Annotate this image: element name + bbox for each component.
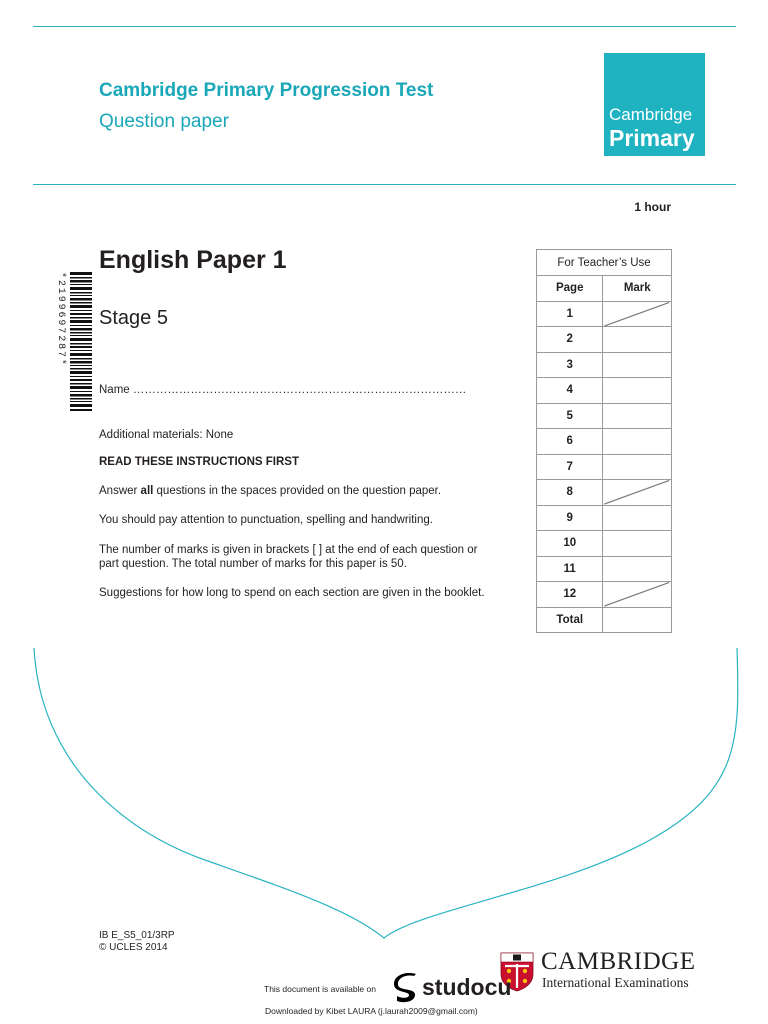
mark-cell[interactable] — [603, 327, 672, 353]
page-number: 8 — [537, 480, 603, 506]
header-bottom-rule — [33, 184, 736, 185]
studocu-logo-icon — [392, 972, 422, 1006]
table-row — [537, 531, 672, 557]
page-number: 3 — [537, 352, 603, 378]
mark-cell[interactable] — [603, 403, 672, 429]
mark-cell-crossed — [603, 582, 672, 608]
instruction-text: Answer — [99, 485, 141, 497]
header-title: Cambridge Primary Progression Test — [99, 80, 434, 101]
page-number: 7 — [537, 454, 603, 480]
mark-cell[interactable] — [603, 454, 672, 480]
page-number: 9 — [537, 505, 603, 531]
page-number: 12 — [537, 582, 603, 608]
page-number: 4 — [537, 378, 603, 404]
total-label: Total — [537, 607, 603, 633]
table-row — [537, 301, 672, 327]
downloaded-by: Downloaded by Kibet LAURA (j.laurah2009@gmail.com) — [265, 1006, 478, 1016]
instruction-suggestions: Suggestions for how long to spend on each section are given in the booklet. — [99, 587, 485, 599]
strike-line — [605, 302, 670, 326]
additional-materials: Additional materials: None — [99, 429, 234, 441]
mark-cell[interactable] — [603, 531, 672, 557]
mark-cell-crossed — [603, 480, 672, 506]
page-number: 5 — [537, 403, 603, 429]
instruction-punctuation: You should pay attention to punctuation, spelling and handwriting. — [99, 514, 433, 526]
column-header-page: Page — [537, 276, 603, 302]
strike-line — [605, 480, 670, 504]
diagonal-strike-icon — [603, 582, 671, 607]
mark-cell[interactable] — [603, 505, 672, 531]
instruction-marks-line2: part question. The total number of marks for this paper is 50. — [99, 558, 407, 570]
mark-cell[interactable] — [603, 352, 672, 378]
mark-cell[interactable] — [603, 556, 672, 582]
paper-code-line2: © UCLES 2014 — [99, 942, 168, 953]
studocu-wordmark: studocu — [422, 974, 512, 1000]
mark-cell[interactable] — [603, 378, 672, 404]
cambridge-primary-logo — [604, 53, 705, 156]
table-row — [537, 480, 672, 506]
decorative-curve — [0, 640, 768, 950]
paper-code — [99, 930, 175, 954]
table-row — [537, 429, 672, 455]
paper-code-line1: IB E_S5_01/3RP — [99, 930, 175, 941]
table-row — [537, 454, 672, 480]
page-number: 10 — [537, 531, 603, 557]
table-row — [537, 582, 672, 608]
table-row — [537, 505, 672, 531]
logo-line1: Cambridge — [609, 105, 693, 124]
instruction-text: questions in the spaces provided on the question paper. — [153, 485, 442, 497]
table-row — [537, 403, 672, 429]
table-row — [537, 556, 672, 582]
instruction-marks-line1: The number of marks is given in brackets [ ] at the end of each question or — [99, 544, 478, 556]
header-subtitle: Question paper — [99, 111, 229, 132]
logo-line2: Primary — [609, 125, 695, 151]
paper-title: English Paper 1 — [99, 246, 287, 274]
table-body — [537, 301, 672, 607]
instruction-answer-all — [99, 484, 441, 498]
instructions-heading: READ THESE INSTRUCTIONS FIRST — [99, 456, 299, 468]
page-number: 2 — [537, 327, 603, 353]
column-header-mark: Mark — [603, 276, 672, 302]
instruction-emphasis: all — [140, 485, 154, 497]
page-number: 1 — [537, 301, 603, 327]
cambridge-wordmark: CAMBRIDGE — [541, 948, 696, 975]
header-top-rule — [33, 26, 736, 27]
strike-line — [605, 582, 670, 606]
diagonal-strike-icon — [603, 480, 671, 505]
page-number: 6 — [537, 429, 603, 455]
mark-cell-crossed — [603, 301, 672, 327]
table-row — [537, 352, 672, 378]
table-row — [537, 378, 672, 404]
name-field[interactable]: Name …………………………………………………………………………… — [99, 384, 467, 396]
mark-cell[interactable] — [603, 429, 672, 455]
stage-label: Stage 5 — [99, 307, 168, 329]
table-title: For Teacher’s Use — [537, 250, 672, 276]
table-row — [537, 327, 672, 353]
duration: 1 hour — [634, 200, 671, 214]
teachers-use-table — [536, 249, 672, 633]
studocu-availability: This document is available on — [264, 984, 376, 994]
cambridge-subtitle: International Examinations — [542, 975, 689, 990]
barcode-digits: *2199697287* — [55, 272, 66, 367]
total-mark-cell[interactable] — [603, 607, 672, 633]
page-number: 11 — [537, 556, 603, 582]
diagonal-strike-icon — [603, 302, 671, 327]
